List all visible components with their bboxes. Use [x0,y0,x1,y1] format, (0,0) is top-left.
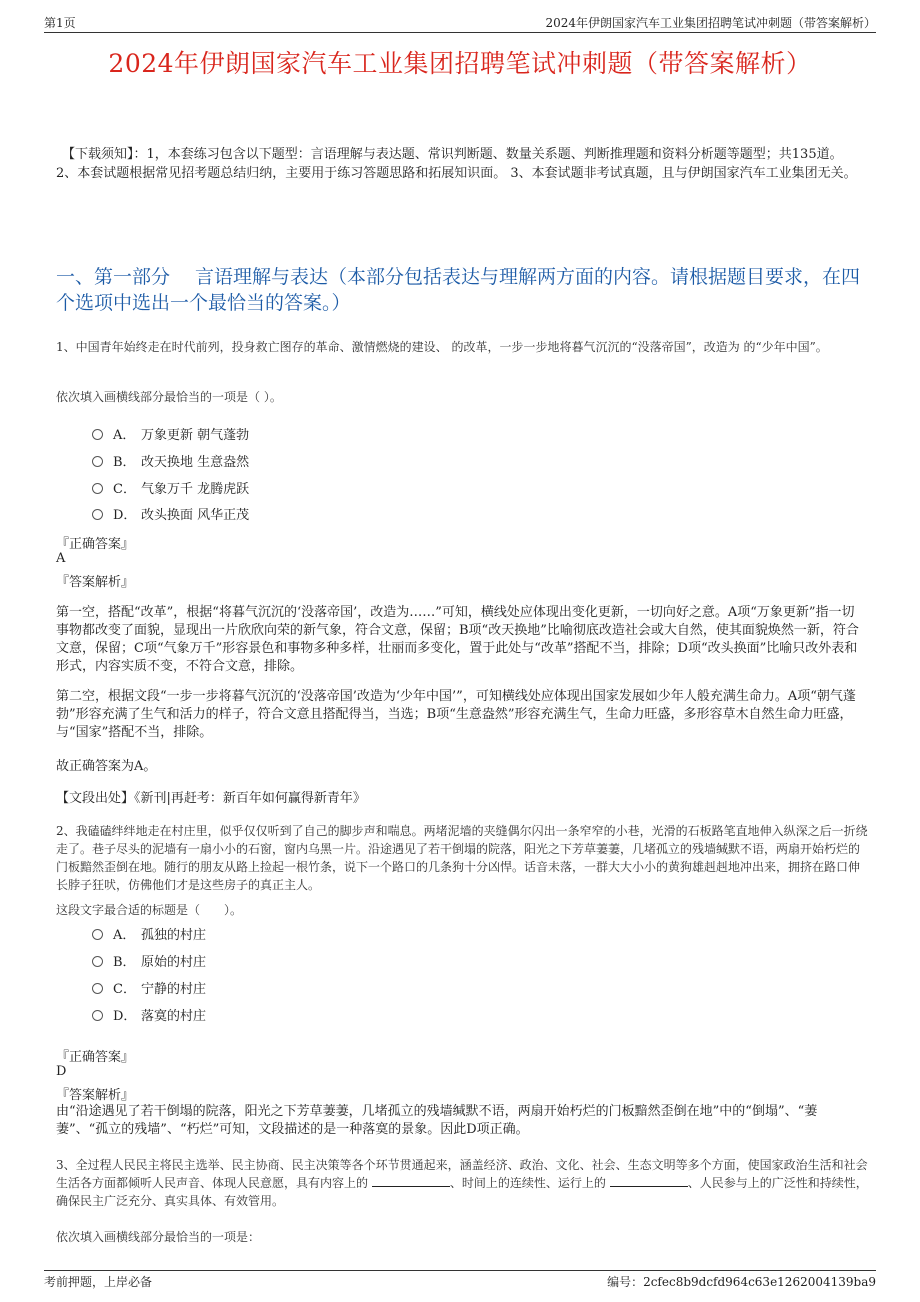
radio-icon[interactable] [92,956,103,967]
q1-conclusion: 故正确答案为A。 [56,759,157,774]
q1-source: 【文段出处】《新刊|再赶考：新百年如何赢得新青年》 [56,791,366,806]
q2-option-c[interactable]: C． 宁静的村庄 [92,978,206,997]
section-heading: 一、第一部分 言语理解与表达（本部分包括表达与理解两方面的内容。请根据题目要求，在四个选项中选出一个最恰当的答案。） [56,266,861,314]
q1-analysis-label: 『答案解析』 [56,575,135,590]
radio-icon[interactable] [92,929,103,940]
q2-analysis-label: 『答案解析』 [56,1088,135,1103]
q1-option-a[interactable]: A． 万象更新 朝气蓬勃 [92,424,249,443]
q1-answer-label: 『正确答案』 [56,537,135,552]
question-3-stem: 3、全过程人民民主将民主选举、民主协商、民主决策等各个环节贯通起来，涵盖经济、政治、文化、社会、生态文明等多个方面，使国家政治生活和社会生活各方面都倾听人民声音、体现人民意愿，具有内容上的 、时间上的连续性、运行上的 、人民参与上的广泛性和持续性，确保民主广泛充分、真实具体、有效管用。 [56,1158,868,1208]
question-1-prompt: 依次填入画横线部分最恰当的一项是（ ）。 [56,390,282,404]
header-doc-title: 2024年伊朗国家汽车工业集团招聘笔试冲刺题（带答案解析） [545,16,876,30]
footer-serial: 编号：2cfec8b9dcfd964c63e1262004139ba9 [607,1275,876,1289]
q2-answer-label: 『正确答案』 [56,1050,135,1065]
question-1-stem: 1、中国青年始终走在时代前列，投身救亡图存的革命、激情燃烧的建设、 的改革，一步一步地将暮气沉沉的“没落帝国”，改造为 的“少年中国”。 [56,340,828,354]
q1-option-d[interactable]: D． 改头换面 风华正茂 [92,504,249,523]
q2-answer: D [56,1064,67,1079]
question-2-prompt: 这段文字最合适的标题是（ ）。 [56,903,243,917]
radio-icon[interactable] [92,483,103,494]
question-2-stem: 2、我磕磕绊绊地走在村庄里，似乎仅仅听到了自己的脚步声和喘息。两堵泥墙的夹缝偶尔闪出一条窄窄的小巷，光滑的石板路笔直地伸入纵深之后一折绕走了。巷子尽头的泥墙有一扇小小的石窗，窗内乌黑一片。沿途遇见了若干倒塌的院落，阳光之下芳草萋萋，几堵孤立的残墙缄默不语，两扇开始朽烂的门板黯然歪倒在地。随行的朋友从路上捡起一根竹条，说下一个路口的几条狗十分凶悍。话音未落，一群大大小小的黄狗雄赳赳地冲出来，拥挤在路口伸长脖子狂吠，仿佛他们才是这些房子的真正主人。 [56,824,868,892]
page-number: 第1页 [44,16,76,30]
q2-option-b[interactable]: B． 原始的村庄 [92,951,206,970]
radio-icon[interactable] [92,1010,103,1021]
fill-blank [610,1175,688,1187]
page-footer [44,1270,876,1289]
fill-blank [372,1175,450,1187]
q2-analysis: 由“沿途遇见了若干倒塌的院落，阳光之下芳草萋萋，几堵孤立的残墙缄默不语，两扇开始朽烂的门板黯然歪倒在地”中的“倒塌”、“萋萋”、“孤立的残墙”、“朽烂”可知，文段描述的是一种落寞的景象。因此D项正确。 [56,1104,818,1137]
document-title: 2024年伊朗国家汽车工业集团招聘笔试冲刺题（带答案解析） [108,49,812,78]
q1-analysis-paragraph-2: 第二空，根据文段“一步一步将暮气沉沉的‘没落帝国’改造为‘少年中国’”，可知横线处应体现出国家发展如少年人般充满生命力。A项“朝气蓬勃”形容充满了生气和活力的样子，符合文意且搭配得当，当选；B项“生意盎然”形容充满生气，生命力旺盛，多形容草木自然生命力旺盛，与“国家”搭配不当，排除。 [56,689,856,740]
download-notice: 【下载须知】：1，本套练习包含以下题型：言语理解与表达题、常识判断题、数量关系题、判断推理题和资料分析题等题型；共135道。 2、本套试题根据常见招考题总结归纳，主要用于练习答题思路和拓展知识面。 3、本套试题非考试真题，且与伊朗国家汽车工业集团无关。 [56,147,857,181]
q2-option-d[interactable]: D． 落寞的村庄 [92,1005,206,1024]
q2-option-a[interactable]: A． 孤独的村庄 [92,924,206,943]
radio-icon[interactable] [92,983,103,994]
radio-icon[interactable] [92,429,103,440]
q1-option-c[interactable]: C． 气象万千 龙腾虎跃 [92,478,249,497]
footer-slogan: 考前押题，上岸必备 [44,1275,153,1289]
question-3-prompt: 依次填入画横线部分最恰当的一项是： [56,1230,261,1244]
radio-icon[interactable] [92,509,103,520]
q1-analysis-paragraph-1: 第一空，搭配“改革”，根据“将暮气沉沉的‘没落帝国’，改造为……”可知，横线处应体现出变化更新，一切向好之意。A项“万象更新”指一切事物都改变了面貌，显现出一片欣欣向荣的新气象，符合文意，保留；B项“改天换地”比喻彻底改造社会或大自然，使其面貌焕然一新，符合文意，保留；C项“气象万千”形容景色和事物多种多样，壮丽而多变化，置于此处与“改革”搭配不当，排除；D项“改头换面”比喻只改外表和形式，内容实质不变，不符合文意，排除。 [56,605,859,674]
radio-icon[interactable] [92,456,103,467]
q1-answer: A [56,551,66,566]
page-header [44,12,876,33]
q1-option-b[interactable]: B． 改天换地 生意盎然 [92,451,249,470]
